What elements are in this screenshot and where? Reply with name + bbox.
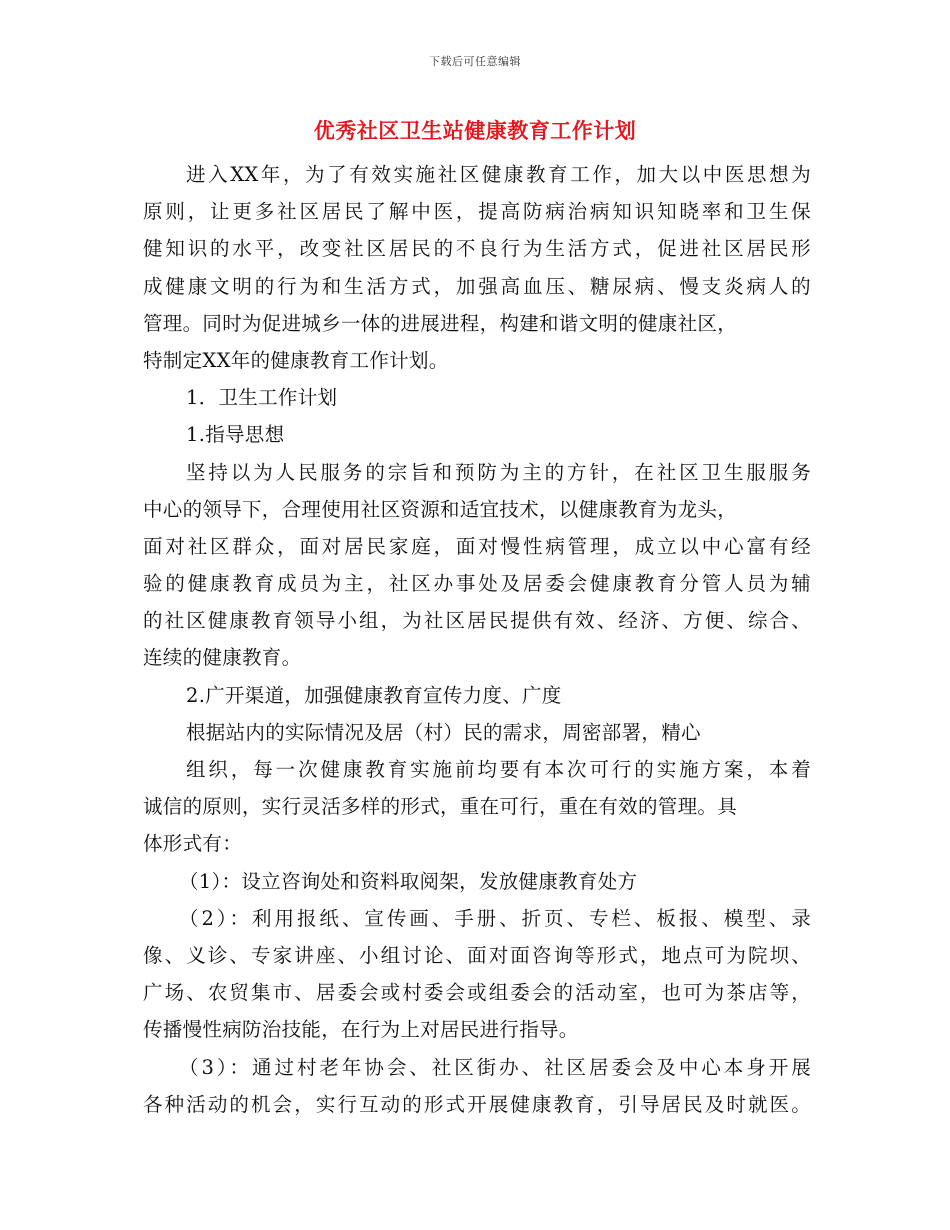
list-item: （1）：设立咨询处和资料取阅架，发放健康教育处方: [179, 869, 638, 893]
paragraph-line: 坚持以为人民服务的宗旨和预防为主的方针，在社区卫生服服务: [186, 460, 811, 484]
paragraph-line: 广场、农贸集市、居委会或村委会或组委会的活动室，也可为茶店等，: [143, 981, 811, 1005]
paragraph-line: 管理。同时为促进城乡一体的进展进程，构建和谐文明的健康社区，: [143, 311, 738, 335]
document-body: [143, 156, 811, 1123]
paragraph-line: 各种活动的机会，实行互动的形式开展健康教育，引导居民及时就医。: [143, 1092, 811, 1116]
paragraph-line: 传播慢性病防治技能，在行为上对居民进行指导。: [143, 1018, 579, 1042]
paragraph-line: 进入XX年，为了有效实施社区健康教育工作，加大以中医思想为: [186, 163, 811, 186]
paragraph-line: 组织，每一次健康教育实施前均要有本次可行的实施方案，本着: [186, 758, 811, 781]
subsection-heading: 2.广开渠道，加强健康教育宣传力度、广度: [186, 683, 562, 707]
document-title: 优秀社区卫生站健康教育工作计划: [313, 118, 637, 143]
paragraph-line: 成健康文明的行为和生活方式，加强高血压、糖尿病、慢支炎病人的: [143, 274, 811, 298]
paragraph-line: 像、义诊、专家讲座、小组讨论、面对面咨询等形式，地点可为院坝、: [143, 943, 811, 967]
paragraph-line: 根据站内的实际情况及居（村）民的需求，周密部署，精心: [186, 720, 701, 744]
paragraph-line: 诚信的原则，实行灵活多样的形式，重在可行，重在有效的管理。具: [143, 795, 738, 819]
paragraph-line: 原则，让更多社区居民了解中医，提高防病治病知识知晓率和卫生保: [143, 200, 811, 224]
list-item: （2）：利用报纸、宣传画、手册、折页、专栏、板报、模型、录: [179, 906, 811, 930]
paragraph-line: 健知识的水平，改变社区居民的不良行为生活方式，促进社区居民形: [143, 237, 811, 261]
list-item: （3）：通过村老年协会、社区街办、社区居委会及中心本身开展: [179, 1055, 811, 1079]
paragraph-line: 体形式有：: [143, 832, 243, 856]
paragraph-line: 特制定XX年的健康教育工作计划。: [143, 348, 449, 372]
paragraph-line: 面对社区群众，面对居民家庭，面对慢性病管理，成立以中心富有经: [143, 534, 811, 558]
section-heading: 1．卫生工作计划: [186, 386, 338, 410]
paragraph-line: 的社区健康教育领导小组，为社区居民提供有效、经济、方便、综合、: [143, 609, 811, 633]
header-note: 下载后可任意编辑: [429, 55, 521, 68]
paragraph-line: 连续的健康教育。: [143, 646, 302, 670]
paragraph-line: 验的健康教育成员为主，社区办事处及居委会健康教育分管人员为辅: [143, 572, 811, 596]
paragraph-line: 中心的领导下，合理使用社区资源和适宜技术，以健康教育为龙头，: [143, 497, 738, 521]
subsection-heading: 1.指导思想: [186, 423, 285, 447]
